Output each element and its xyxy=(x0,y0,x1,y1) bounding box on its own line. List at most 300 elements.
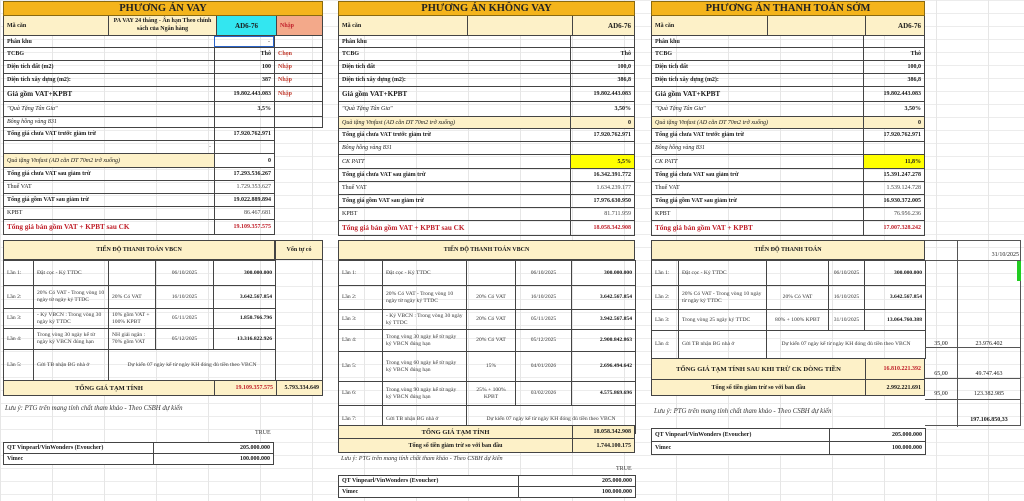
post-deduction-total-value: 17.293.536.267 xyxy=(214,168,274,180)
vat-label: Thuế VAT xyxy=(655,185,680,191)
payment-row xyxy=(4,286,276,309)
payment-desc: Gửi TB nhận BG nhà ở xyxy=(383,406,467,434)
voucher-value: 100.000.000 xyxy=(154,454,274,465)
pre-deduction-total-label: Tổng giá chưa VAT trước giảm trừ xyxy=(7,131,97,137)
golden-rose-label: Bông hồng vàng 831 xyxy=(342,145,392,151)
payment-desc: Gửi TB nhận BG nhà ở xyxy=(34,350,109,381)
payment-pct: 20% Có VAT xyxy=(467,330,516,352)
payment-row xyxy=(4,309,276,329)
own-capital-blank xyxy=(275,260,323,380)
pre-deduction-total-label: Tổng giá chưa VAT trước giảm trừ xyxy=(342,132,432,138)
payment-desc: Trong vòng 30 ngày kể từ ngày ký VBCN đúng hạn xyxy=(34,329,109,350)
final-price-row xyxy=(338,221,635,236)
unit-code-input-hint: Nhập xyxy=(276,16,322,35)
payment-desc: 20% Có VAT - Trong vòng 10 ngày từ ngày ký TTDC xyxy=(679,286,767,310)
kpbt-label: KPBT xyxy=(655,211,671,217)
payment-index: Lần 6: xyxy=(339,382,383,406)
estimated-total-value: 16.810.221.392 xyxy=(865,359,924,379)
disclaimer-note: Lưu ý: PTG trên mang tính chất tham khảo - Theo CSBH dự kiến xyxy=(5,405,183,412)
vinfast-gift-value: 0 xyxy=(863,117,924,128)
payment-index: Lần 4: xyxy=(4,329,34,350)
side-calc-amount: 49.747.463 xyxy=(975,371,1003,377)
vat-value: 1.634.239.177 xyxy=(570,182,634,194)
housewarming-gift-row xyxy=(3,102,323,117)
vat-label: Thuế VAT xyxy=(342,185,367,191)
payment-pct: 10% gồm VAT + 100% KPBT xyxy=(109,309,156,329)
estimated-total-value: 19.109.357.575 xyxy=(214,381,276,395)
tcbg-row xyxy=(3,48,323,61)
reduction-total-value: 2.992.221.691 xyxy=(865,380,924,395)
total-incl-vat-row xyxy=(338,195,635,208)
payment-date: 16/10/2025 xyxy=(156,286,214,309)
payment-date: 05/11/2025 xyxy=(156,309,214,329)
price-incl-vat-row xyxy=(651,87,925,102)
vat-row xyxy=(651,182,925,195)
payment-schedule-title: TIẾN ĐỘ THANH TOÁN xyxy=(651,240,925,260)
golden-rose-label: Bông hồng vàng 831 xyxy=(655,145,705,151)
tcbg-label: TCBG xyxy=(342,51,360,57)
pre-deduction-total-row xyxy=(651,129,925,142)
plan-early-payment-title: PHƯƠNG ÁN THANH TOÁN SỚM xyxy=(651,1,925,16)
land-area-input[interactable]: 100 xyxy=(214,61,274,73)
own-capital-header: Vốn tự có xyxy=(275,240,323,260)
post-deduction-total-label: Tổng giá chưa VAT sau giảm trừ xyxy=(342,172,426,178)
land-area-row xyxy=(651,61,925,74)
payment-amount: 13.064.760.388 xyxy=(865,310,926,331)
green-marker xyxy=(1017,261,1021,281)
housewarming-gift-value: 3,5% xyxy=(214,102,274,116)
unit-code-row xyxy=(3,16,323,36)
payment-amount: 3.642.567.854 xyxy=(865,286,926,310)
price-incl-vat-row xyxy=(338,87,635,102)
payment-date: 16/10/2025 xyxy=(516,286,572,310)
payment-merged-note: Dự kiến 07 ngày kể từ ngày KH đóng đủ tiền theo VBCN xyxy=(467,406,636,434)
ck-patt-label: CK PATT xyxy=(342,158,365,165)
post-deduction-total-value: 15.391.247.278 xyxy=(863,169,924,181)
payment-date: 06/10/2025 xyxy=(516,261,572,286)
payment-pct: 15% xyxy=(467,352,516,382)
side-calc-amount: 23.976.402 xyxy=(975,341,1003,347)
unit-code-row xyxy=(338,16,635,36)
build-area-label: Diện tích xây dựng (m2): xyxy=(342,77,406,83)
payment-row xyxy=(339,310,636,330)
build-area-value: 386,8 xyxy=(863,74,924,86)
total-incl-vat-value: 16.930.372.005 xyxy=(863,195,924,207)
tcbg-row xyxy=(651,48,925,61)
voucher-row xyxy=(339,476,636,487)
vinfast-gift-row xyxy=(3,154,275,168)
ck-patt-row xyxy=(651,155,925,169)
voucher-value: 100.000.000 xyxy=(519,487,636,498)
payment-index: Lần 2: xyxy=(4,286,34,309)
zone-side-cell xyxy=(274,36,322,47)
kpbt-label: KPBT xyxy=(342,211,358,217)
voucher-row xyxy=(652,429,926,442)
tcbg-select[interactable]: Thô xyxy=(214,48,274,60)
payment-schedule-table xyxy=(338,260,636,434)
side-calc-days: 35,00 xyxy=(934,341,948,347)
pre-deduction-total-row xyxy=(338,129,635,142)
unit-code-row xyxy=(651,16,925,36)
estimated-total-label: TỔNG GIÁ TẠM TÍNH SAU KHI TRỪ CK DÒNG TIỀN xyxy=(676,365,841,373)
total-incl-vat-value: 17.976.630.950 xyxy=(570,195,634,207)
kpbt-row xyxy=(3,207,275,220)
vinfast-gift-label: Quà tặng Vinfast (AD căn DT 70m2 trở xuống) xyxy=(342,119,455,126)
payment-date: 03/02/2026 xyxy=(516,382,572,406)
blank-dropdown-row xyxy=(3,141,275,154)
tcbg-side-hint: Chọn xyxy=(274,48,322,60)
payment-date: 06/10/2025 xyxy=(829,261,865,286)
payment-desc: Trong vòng 90 ngày kể từ ngày ký VBCN đúng hạn xyxy=(383,382,467,406)
housewarming-gift-label: "Quà Tặng Tân Gia" xyxy=(7,106,58,112)
payment-index: Lần 7: xyxy=(339,406,383,434)
payment-date: 05/11/2025 xyxy=(516,310,572,330)
voucher-label: Vimec xyxy=(4,454,154,465)
payment-amount: 3.642.567.854 xyxy=(214,286,276,309)
pre-deduction-total-value: 17.920.762.971 xyxy=(214,128,274,140)
housewarming-gift-value: 3,50% xyxy=(863,102,924,116)
payment-amount: 300.000.000 xyxy=(214,261,276,286)
zone-row xyxy=(3,36,323,48)
zone-dropdown[interactable]: - xyxy=(214,36,274,47)
kpbt-value: 81.711.959 xyxy=(570,208,634,220)
payment-date: 06/10/2025 xyxy=(156,261,214,286)
final-price-label: Tổng giá bán gồm VAT + KPBT sau CK xyxy=(342,224,465,232)
payment-index: Lần 5: xyxy=(339,352,383,382)
payment-row xyxy=(652,331,926,359)
payment-amount: 3.642.567.854 xyxy=(572,286,636,310)
final-price-label: Tổng giá bán gồm VAT + KPBT sau CK xyxy=(7,223,130,231)
vat-label: Thuế VAT xyxy=(7,184,32,190)
vat-value: 1.539.124.728 xyxy=(863,182,924,194)
payment-pct: 20% Có VAT xyxy=(467,286,516,310)
build-area-label: Diện tích xây dựng (m2): xyxy=(655,77,719,83)
payment-desc: Đặt cọc - Ký TTDC xyxy=(383,261,467,286)
payment-date: 05/12/2025 xyxy=(156,329,214,350)
unit-code-note-blank xyxy=(467,16,572,35)
estimated-total-row xyxy=(651,358,925,380)
voucher-table xyxy=(3,442,274,465)
kpbt-value: 76.956.236 xyxy=(863,208,924,220)
price-incl-vat-input[interactable]: 19.802.443.083 xyxy=(214,87,274,101)
reduction-total-label: Tổng số tiền giảm trừ so với ban đầu xyxy=(711,384,806,391)
payment-pct: 25% + 100% KPBT xyxy=(467,382,516,406)
payment-amount: 13.316.822.926 xyxy=(214,329,276,350)
true-flag: TRUE xyxy=(255,430,271,436)
payment-schedule-table xyxy=(3,260,276,381)
land-area-row xyxy=(3,61,323,74)
price-incl-vat-side-hint: Nhập xyxy=(274,87,322,101)
payment-merged-note: Dự kiến 07 ngày kể từ ngày KH đóng đủ tiền theo VBCN xyxy=(767,331,926,359)
housewarming-gift-row xyxy=(651,102,925,117)
final-price-label: Tổng giá bán gồm VAT + KPBT xyxy=(655,224,753,232)
total-incl-vat-label: Tổng giá gồm VAT sau giảm trừ xyxy=(655,198,737,204)
payment-date: 16/10/2025 xyxy=(829,286,865,310)
payment-desc: Gửi TB nhận BG nhà ở xyxy=(679,331,767,359)
total-incl-vat-label: Tổng giá gồm VAT sau giảm trừ xyxy=(342,198,424,204)
payment-schedule-title: TIẾN ĐỘ THANH TOÁN VBCN xyxy=(3,240,275,260)
kpbt-row xyxy=(651,208,925,221)
vinfast-gift-value: 0 xyxy=(214,154,274,167)
tcbg-label: TCBG xyxy=(7,51,25,57)
payment-index: Lần 5: xyxy=(4,350,34,381)
housewarming-gift-row xyxy=(338,102,635,117)
payment-index: Lần 3: xyxy=(652,310,679,331)
voucher-row xyxy=(4,443,274,454)
zone-value xyxy=(570,36,634,47)
voucher-row xyxy=(4,454,274,465)
payment-index: Lần 3: xyxy=(339,310,383,330)
land-area-label: Diện tích đất xyxy=(342,64,375,70)
payment-index: Lần 2: xyxy=(339,286,383,310)
total-incl-vat-value: 19.022.889.894 xyxy=(214,194,274,206)
post-deduction-total-row xyxy=(651,169,925,182)
payment-desc: Đặt cọc - Ký TTDC xyxy=(679,261,767,286)
build-area-row xyxy=(338,74,635,87)
zone-row xyxy=(651,36,925,48)
side-calc-sum: 197.106.850,33 xyxy=(970,417,1008,423)
final-price-value: 17.007.328.242 xyxy=(863,221,924,235)
zone-value xyxy=(863,36,924,47)
payment-amount: 1.850.766.796 xyxy=(214,309,276,329)
zone-label: Phân khu xyxy=(342,38,367,45)
tcbg-row xyxy=(338,48,635,61)
payment-pct xyxy=(467,261,516,286)
voucher-table xyxy=(338,475,636,498)
payment-amount: 3.942.567.854 xyxy=(572,310,636,330)
payment-desc: Đặt cọc - Ký TTDC xyxy=(34,261,109,286)
payment-desc: Trong vòng 25 ngày ký TTDC xyxy=(679,310,767,331)
voucher-row xyxy=(339,487,636,498)
payment-pct: 20% Có VAT xyxy=(467,310,516,330)
payment-desc: 20% Có VAT - Trong vòng 10 ngày từ ngày ký TTDC xyxy=(34,286,109,309)
payment-desc: - Ký VBCN : Trong vòng 30 ngày ký TTDC xyxy=(383,310,467,330)
disclaimer-note: Lưu ý: PTG trên mang tính chất tham khảo - Theo CSBH dự kiến xyxy=(341,455,503,462)
estimated-total-row xyxy=(3,380,323,396)
payment-desc: Trong vòng 60 ngày kể từ ngày ký VBCN đúng hạn xyxy=(383,352,467,382)
build-area-input[interactable]: 387 xyxy=(214,74,274,86)
own-capital-value: 5.793.334.649 xyxy=(276,381,322,395)
ck-patt-label: CK PATT xyxy=(655,158,678,165)
tcbg-label: TCBG xyxy=(655,51,673,57)
kpbt-row xyxy=(338,208,635,221)
disclaimer-note: Lưu ý: PTG trên mang tính chất tham khảo - Theo CSBH dự kiến xyxy=(654,408,832,415)
final-price-value: 19.109.357.575 xyxy=(214,220,274,234)
post-deduction-total-label: Tổng giá chưa VAT sau giảm trừ xyxy=(655,172,739,178)
voucher-label: Vimec xyxy=(339,487,519,498)
payment-amount: 2.696.494.642 xyxy=(572,352,636,382)
land-area-label: Diện tích đất xyxy=(655,64,688,70)
payment-desc: 20% Có VAT - Trong vòng 10 ngày từ ngày ký TTDC xyxy=(383,286,467,310)
payment-pct: 80% + 100% KPBT xyxy=(767,310,829,331)
pre-deduction-total-value: 17.920.762.971 xyxy=(570,129,634,141)
estimated-total-row xyxy=(338,425,635,439)
payment-date: 04/01/2026 xyxy=(516,352,572,382)
payment-row xyxy=(652,261,926,286)
land-area-side-hint: Nhập xyxy=(274,61,322,73)
build-area-side-hint: Nhập xyxy=(274,74,322,86)
payment-date: 31/10/2025 xyxy=(829,310,865,331)
estimated-total-value: 18.058.342.908 xyxy=(572,426,634,438)
vat-row xyxy=(338,182,635,195)
payment-desc: Trong vòng 30 ngày kể từ ngày ký VBCN đúng hạn xyxy=(383,330,467,352)
payment-row xyxy=(4,261,276,286)
voucher-label: QT Vinpearl/VinWonders (Evoucher) xyxy=(652,429,830,442)
payment-index: Lần 4: xyxy=(339,330,383,352)
unit-code-value: AD6-76 xyxy=(865,16,924,35)
vinfast-gift-row xyxy=(338,117,635,129)
unit-code-label: Mã căn xyxy=(7,22,27,29)
unit-code-value: AD6-76 xyxy=(572,16,634,35)
payment-amount: 4.575.869.696 xyxy=(572,382,636,406)
payment-amount: 2.900.842.863 xyxy=(572,330,636,352)
voucher-value: 100.000.000 xyxy=(830,442,926,455)
housewarming-gift-value: 3,50% xyxy=(570,102,634,116)
zone-label: Phân khu xyxy=(7,38,32,45)
price-incl-vat-label: Giá gồm VAT+KPBT xyxy=(655,90,721,98)
golden-rose-label: Bông hồng vàng 831 xyxy=(7,119,57,125)
payment-row xyxy=(652,310,926,331)
housewarming-gift-label: "Quà Tặng Tân Gia" xyxy=(342,106,393,112)
final-price-row xyxy=(3,220,275,235)
vinfast-gift-row xyxy=(651,117,925,129)
plan-no-loan-title: PHƯƠNG ÁN KHÔNG VAY xyxy=(338,1,635,16)
voucher-value: 205.000.000 xyxy=(519,476,636,487)
price-incl-vat-label: Giá gồm VAT+KPBT xyxy=(342,90,408,98)
payment-index: Lần 3: xyxy=(4,309,34,329)
payment-row xyxy=(339,286,636,310)
post-deduction-total-row xyxy=(338,169,635,182)
side-calc-date: 31/10/2025 xyxy=(991,252,1019,258)
pre-deduction-total-value: 17.920.762.971 xyxy=(863,129,924,141)
ck-patt-value: 5,5% xyxy=(570,155,634,168)
golden-rose-row xyxy=(3,117,323,128)
vinfast-gift-label: Quà tặng Vinfast (AD căn DT 70m2 trở xuống) xyxy=(655,119,768,126)
plan-loan-title: PHƯƠNG ÁN VAY xyxy=(3,1,323,16)
ck-patt-row xyxy=(338,155,635,169)
land-area-value: 100,0 xyxy=(863,61,924,73)
payment-schedule-title: TIẾN ĐỘ THANH TOÁN VBCN xyxy=(338,240,635,260)
vat-value: 1.729.353.627 xyxy=(214,181,274,193)
build-area-value: 386,8 xyxy=(570,74,634,86)
price-incl-vat-row xyxy=(3,87,323,102)
voucher-table xyxy=(651,428,926,455)
land-area-value: 100,0 xyxy=(570,61,634,73)
blank-dropdown[interactable]: - xyxy=(209,144,211,150)
price-incl-vat-value: 19.802.443.083 xyxy=(863,87,924,101)
post-deduction-total-row xyxy=(3,168,275,181)
payment-pct xyxy=(109,261,156,286)
unit-code-input[interactable]: AD6-76 xyxy=(216,16,276,35)
reduction-total-value: 1.744.100.175 xyxy=(572,439,634,452)
payment-pct xyxy=(767,261,829,286)
payment-pct: 20% Có VAT xyxy=(109,286,156,309)
post-deduction-total-value: 16.342.391.772 xyxy=(570,169,634,181)
ck-patt-value: 11,8% xyxy=(863,155,924,168)
voucher-label: Vimec xyxy=(652,442,830,455)
kpbt-label: KPBT xyxy=(7,210,23,216)
side-calc-days: 65,00 xyxy=(934,371,948,377)
pre-deduction-total-row xyxy=(3,128,275,141)
price-incl-vat-label: Giá gồm VAT+KPBT xyxy=(7,90,73,98)
payment-pct: 20% Có VAT xyxy=(767,286,829,310)
payment-row xyxy=(4,350,276,381)
voucher-value: 205.000.000 xyxy=(154,443,274,454)
total-incl-vat-row xyxy=(651,195,925,208)
reduction-total-label: Tổng số tiền giảm trừ so với ban đầu xyxy=(408,442,503,449)
tcbg-value: Thô xyxy=(863,48,924,60)
payment-index: Lần 1: xyxy=(652,261,679,286)
voucher-label: QT Vinpearl/VinWonders (Evoucher) xyxy=(339,476,519,487)
payment-index: Lần 2: xyxy=(652,286,679,310)
golden-rose-row xyxy=(651,142,925,155)
total-incl-vat-label: Tổng giá gồm VAT sau giảm trừ xyxy=(7,197,89,203)
payment-row xyxy=(652,286,926,310)
land-area-label: Diện tích đất (m2) xyxy=(7,64,54,70)
golden-rose-row xyxy=(338,142,635,155)
payment-row xyxy=(339,261,636,286)
zone-row xyxy=(338,36,635,48)
reduction-total-row xyxy=(338,439,635,453)
loan-policy-note: PA VAY 24 tháng - Ân hạn Theo chính sách của Ngân hàng xyxy=(108,16,216,35)
payment-row xyxy=(339,382,636,406)
payment-amount: 300.000.000 xyxy=(865,261,926,286)
payment-amount: 300.000.000 xyxy=(572,261,636,286)
payment-index: Lần 1: xyxy=(4,261,34,286)
price-incl-vat-value: 19.802.443.083 xyxy=(570,87,634,101)
housewarming-gift-label: "Quà Tặng Tân Gia" xyxy=(655,106,706,112)
vat-row xyxy=(3,181,275,194)
vinfast-gift-value: 0 xyxy=(570,117,634,128)
payment-index: Lần 4: xyxy=(652,331,679,359)
payment-pct: NH giải ngân : 70% gồm VAT xyxy=(109,329,156,350)
estimated-total-label: TỔNG GIÁ TẠM TÍNH xyxy=(75,384,143,392)
post-deduction-total-label: Tổng giá chưa VAT sau giảm trừ xyxy=(7,171,91,177)
payment-row xyxy=(339,330,636,352)
side-calc-amount: 123.382.985 xyxy=(974,391,1004,397)
voucher-label: QT Vinpearl/VinWonders (Evoucher) xyxy=(4,443,154,454)
payment-index: Lần 1: xyxy=(339,261,383,286)
payment-desc: - Ký VBCN : Trong vòng 30 ngày ký TTDC xyxy=(34,309,109,329)
voucher-value: 205.000.000 xyxy=(830,429,926,442)
payment-merged-note: Dự kiến 07 ngày kể từ ngày KH đóng đủ tiền theo VBCN xyxy=(109,350,276,381)
side-calc-days: 95,00 xyxy=(934,391,948,397)
voucher-row xyxy=(652,442,926,455)
final-price-row xyxy=(651,221,925,236)
payment-row xyxy=(339,352,636,382)
payment-schedule-table xyxy=(651,260,926,359)
final-price-value: 18.058.342.908 xyxy=(570,221,634,235)
tcbg-value: Thô xyxy=(570,48,634,60)
side-calc-grid xyxy=(925,240,1021,426)
true-flag: TRUE xyxy=(616,466,632,472)
total-incl-vat-row xyxy=(3,194,275,207)
estimated-total-label: TỔNG GIÁ TẠM TÍNH xyxy=(421,428,490,436)
unit-code-label: Mã căn xyxy=(342,22,362,29)
zone-label: Phân khu xyxy=(655,38,680,45)
build-area-row xyxy=(651,74,925,87)
vinfast-gift-label: Quà tặng Vinfast (AD căn DT 70m2 trở xuống) xyxy=(7,157,120,164)
payment-date: 05/12/2025 xyxy=(516,330,572,352)
pre-deduction-total-label: Tổng giá chưa VAT trước giảm trừ xyxy=(655,132,745,138)
land-area-row xyxy=(338,61,635,74)
unit-code-label: Mã căn xyxy=(655,22,675,29)
payment-row xyxy=(4,329,276,350)
unit-code-note-blank xyxy=(767,16,865,35)
reduction-total-row xyxy=(651,380,925,396)
build-area-label: Diện tích xây dựng (m2): xyxy=(7,77,71,83)
build-area-row xyxy=(3,74,323,87)
